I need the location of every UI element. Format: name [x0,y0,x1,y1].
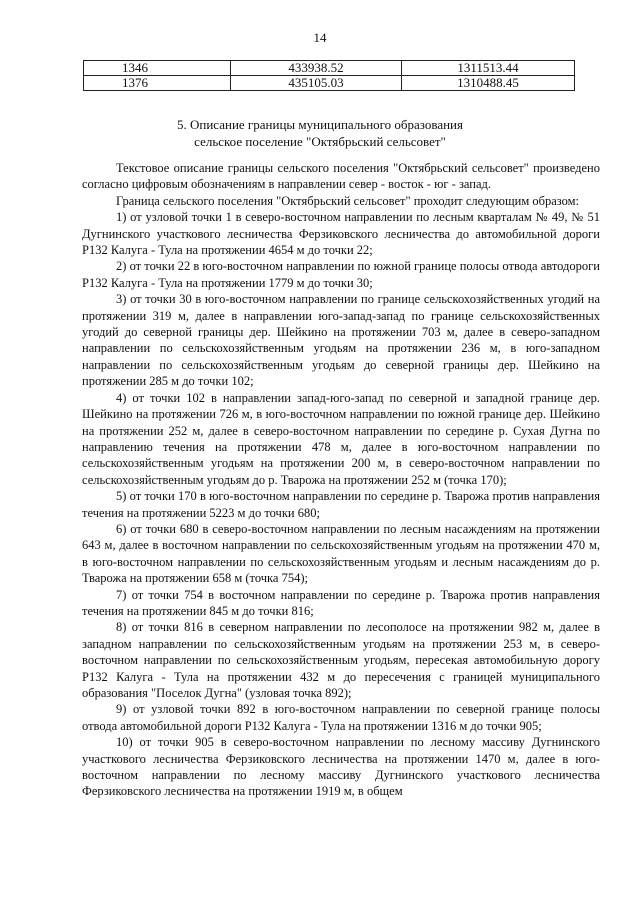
x-coordinate-cell: 433938.52 [231,61,402,76]
table-row [84,76,575,91]
paragraph: 4) от точки 102 в направлении запад-юго-запад по северной и западной границе дер. Шейкино на протяжении 726 м, в юго-восточном направлении по южной границе дер. Шейкино на протяжении 252 м, далее в северо-восточном направлении по середине р. Сухая Дугна по направлению течения на протяжении 478 м, далее в юго-восточном направлении по сельскохозяйственным угодьям на протяжении 200 м, в северо-восточном направлении по сельскохозяйственным угодьям до р. Тварожа на протяжении 252 м (точка 170); [82,390,600,487]
paragraph: 1) от узловой точки 1 в северо-восточном направлении по лесным кварталам № 49, № 51 Дугнинского участкового лесничества Ферзиковского лесничества до автомобильной дороги Р132 Калуга - Тула на протяжении 4654 м до точки 22; [82,210,600,258]
paragraph: 5) от точки 170 в юго-восточном направлении по середине р. Тварожа против направления течения на протяжении 5223 м до точки 680; [82,489,600,520]
point-number-cell: 1376 [84,76,231,91]
x-coordinate-cell: 435105.03 [231,76,402,91]
section-title [0,116,640,150]
body-text [82,160,600,800]
paragraph: 2) от точки 22 в юго-восточном направлении по южной границе полосы отвода автодороги Р132 Калуга - Тула на протяжении 1779 м до точки 30; [82,259,600,290]
coordinates-table [83,60,575,91]
table-row [84,61,575,76]
y-coordinate-cell: 1310488.45 [402,76,575,91]
paragraph: 6) от точки 680 в северо-восточном направлении по лесным насаждениям на протяжении 643 м, далее в восточном направлении по сельскохозяйственным угодьям на протяжении 470 м, в юго-восточном направлении по сельскохозяйственным угодьям и лесным насаждениям до р. Тварожа на протяжении 658 м (точка 754); [82,521,600,586]
section-title-line: 5. Описание границы муниципального образования [177,117,463,132]
paragraph: 3) от точки 30 в юго-восточном направлении по границе сельскохозяйственных угодий на протяжении 319 м, далее в направлении юго-запад-запад по границе сельскохозяйственных угодий до северной границы дер. Шейкино на протяжении 703 м, далее в северо-западном направлении по сельскохозяйственным угодьям на протяжении 236 м, в юго-западном направлении по сельскохозяйственным угодьям до северной границы дер. Шейкино на протяжении 285 м до точки 102; [82,292,600,389]
paragraph: 10) от точки 905 в северо-восточном направлении по лесному массиву Дугнинского участкового лесничества Ферзиковского лесничества на протяжении 1470 м, далее в юго-восточном направлении по лесному массиву Дугнинского участкового лесничества Ферзиковского лесничества на протяжении 1919 м, в общем [82,735,600,799]
paragraph: Граница сельского поселения "Октябрьский сельсовет" проходит следующим образом: [116,193,580,208]
paragraph: Текстовое описание границы сельского поселения "Октябрьский сельсовет" произведено согласно цифровым обозначениям в направлении север - восток - юг - запад. [82,161,600,192]
point-number-cell: 1346 [84,61,231,76]
section-title-line: сельское поселение "Октябрьский сельсовет" [194,134,446,149]
paragraph: 7) от точки 754 в восточном направлении по середине р. Тварожа против направления течения на протяжении 845 м до точки 816; [82,587,600,618]
page-number: 14 [313,30,327,45]
paragraph: 9) от узловой точки 892 в юго-восточном направлении по северной границе полосы отвода автомобильной дороги Р132 Калуга - Тула на протяжении 1316 м до точки 905; [82,702,600,733]
y-coordinate-cell: 1311513.44 [402,61,575,76]
paragraph: 8) от точки 816 в северном направлении по лесополосе на протяжении 982 м, далее в западном направлении по сельскохозяйственным угодьям на протяжении 253 м, в северо-восточном направлении по сельскохозяйственным угодьям, пересекая автомобильную дорогу Р132 Калуга - Тула на протяжении 432 м до пересечения с границей муниципального образования "Поселок Дугна" (узловая точка 892); [82,620,600,700]
